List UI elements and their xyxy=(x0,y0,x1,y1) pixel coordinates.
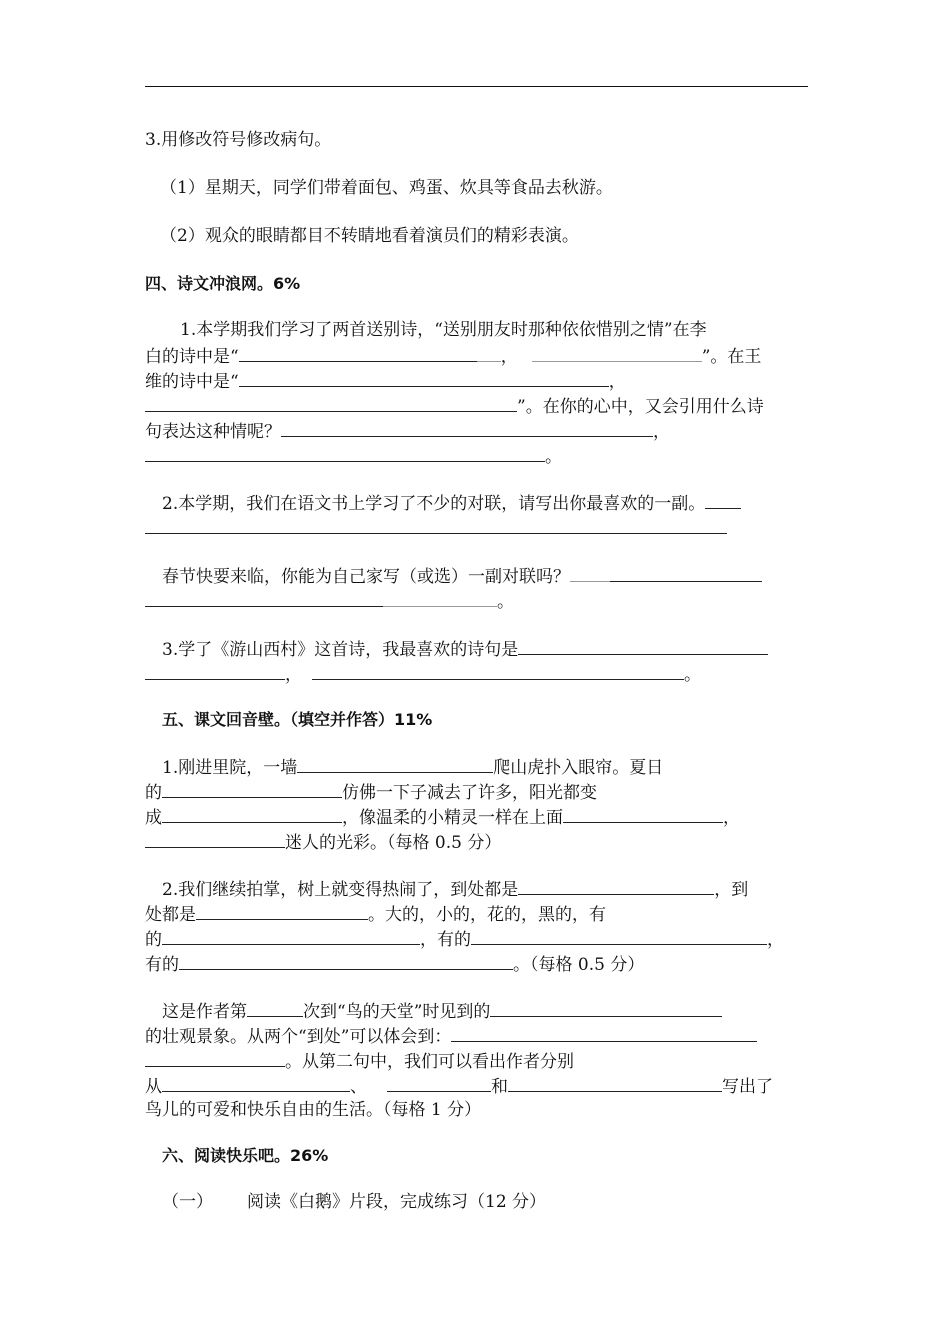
answer-blank[interactable] xyxy=(312,661,684,680)
s4-q2-line4 xyxy=(145,588,514,614)
answer-blank[interactable] xyxy=(471,926,767,945)
s5-p2-l2-tail: 。大的，小的，花的，黑的，有 xyxy=(368,905,606,925)
s5-p1-l2-text: 的 xyxy=(145,783,162,803)
s5-p2-l4-text: 有的 xyxy=(145,955,179,975)
s5-p2-line3 xyxy=(145,926,784,952)
s5-p3-l1-text: 这是作者第 xyxy=(162,1002,247,1022)
s5-p1-line2 xyxy=(145,779,597,805)
s4-q1-line5 xyxy=(145,418,670,444)
s5-p1-l3-mid: ，像温柔的小精灵一样在上面 xyxy=(342,808,563,828)
s4-q3-line2 xyxy=(145,661,701,687)
s5-p1-line4 xyxy=(145,829,501,855)
s5-p1-l1-tail: 爬山虎扑入眼帘。夏日 xyxy=(493,758,664,778)
s4-q3-l1-text: 3.学了《游山西村》这首诗，我最喜欢的诗句是 xyxy=(162,640,519,660)
s5-p3-l1-mid: 次到“鸟的天堂”时见到的 xyxy=(303,1002,491,1022)
s4-q3-l2-comma: ， xyxy=(285,665,302,685)
s5-p3-line5: 鸟儿的可爱和快乐自由的生活。（每格 1 分） xyxy=(145,1100,482,1120)
s4-q1-l6-period: 。 xyxy=(545,447,562,467)
s4-q2-l4-period: 。 xyxy=(497,592,514,612)
s4-q1-l2-tail: ”。在王 xyxy=(701,347,762,367)
answer-blank[interactable] xyxy=(570,563,610,582)
s5-p3-l2-text: 的壮观景象。从两个“到处”可以体会到： xyxy=(145,1027,452,1047)
s5-p2-line2 xyxy=(145,901,606,927)
s5-p3-l4-sep: 、 xyxy=(350,1077,367,1097)
s5-p2-line1 xyxy=(162,876,748,902)
top-rule xyxy=(145,86,808,87)
answer-blank[interactable] xyxy=(196,901,368,920)
s4-q1-l5-comma: ， xyxy=(653,422,670,442)
answer-blank[interactable] xyxy=(162,804,342,823)
s5-p2-l3-comma: ， xyxy=(767,930,784,950)
s6-sub-label: （一） xyxy=(162,1192,213,1212)
s4-q1-line3 xyxy=(145,368,626,394)
s5-p3-l4-text: 从 xyxy=(145,1077,162,1097)
s4-q1-line6 xyxy=(145,443,562,469)
s6-sub-text: 阅读《白鹅》片段，完成练习（12 分） xyxy=(247,1192,547,1212)
answer-blank[interactable] xyxy=(705,490,741,509)
s5-p1-l2-tail: 仿佛一下子减去了许多，阳光都变 xyxy=(342,783,597,803)
answer-blank[interactable] xyxy=(490,998,722,1017)
s5-p3-line4 xyxy=(145,1073,773,1099)
q3-sentence-1: （1）星期天，同学们带着面包、鸡蛋、炊具等食品去秋游。 xyxy=(160,178,613,198)
s4-q1-l2-comma: ， xyxy=(500,347,518,367)
answer-blank[interactable] xyxy=(451,1023,757,1042)
s4-q1-line1: 1.本学期我们学习了两首送别诗，“送别朋友时那种依依惜别之情”在李 xyxy=(180,320,707,340)
s5-p2-l4-tail: 。（每格 0.5 分） xyxy=(513,955,645,975)
s4-q3-line1 xyxy=(162,636,768,662)
s4-q2-l1-text: 2.本学期，我们在语文书上学习了不少的对联，请写出你最喜欢的一副。 xyxy=(162,494,706,514)
section4-heading: 四、诗文冲浪网。6% xyxy=(145,274,301,293)
answer-blank[interactable] xyxy=(532,343,702,362)
s5-p2-l1-tail: ，到 xyxy=(714,880,749,900)
answer-blank[interactable] xyxy=(145,443,545,462)
answer-blank[interactable] xyxy=(162,926,420,945)
s5-p1-l3-text: 成 xyxy=(145,808,162,828)
answer-blank[interactable] xyxy=(239,368,609,387)
s4-q1-line4 xyxy=(145,393,764,419)
s4-q3-l2-period: 。 xyxy=(684,665,701,685)
answer-blank[interactable] xyxy=(145,1048,285,1067)
answer-blank[interactable] xyxy=(281,418,653,437)
answer-blank[interactable] xyxy=(477,343,501,362)
s5-p1-l4-text: 迷人的光彩。（每格 0.5 分） xyxy=(285,833,502,853)
s4-q1-l4-text: ”。在你的心中，又会引用什么诗 xyxy=(517,397,764,417)
section5-heading: 五、课文回音壁。（填空并作答）11% xyxy=(162,710,433,729)
q3-sentence-2: （2）观众的眼睛都目不转睛地看着演员们的精彩表演。 xyxy=(160,226,579,246)
s5-p2-l3-mid: ，有的 xyxy=(420,930,471,950)
s5-p3-l4-and: 和 xyxy=(491,1077,508,1097)
s4-q2-line3 xyxy=(162,563,762,589)
answer-blank[interactable] xyxy=(145,588,383,607)
answer-blank[interactable] xyxy=(162,1073,350,1092)
s5-p3-line2 xyxy=(145,1023,757,1049)
s5-p3-line3 xyxy=(145,1048,574,1074)
answer-blank[interactable] xyxy=(239,343,477,362)
answer-blank[interactable] xyxy=(518,876,714,895)
s5-p3-line1 xyxy=(162,998,722,1024)
s4-q2-line1 xyxy=(162,490,741,516)
s5-p3-l3-text: 。从第二句中，我们可以看出作者分别 xyxy=(285,1052,574,1072)
s5-p1-line3 xyxy=(145,804,740,830)
s4-q1-l5-text: 句表达这种情呢？ xyxy=(145,422,281,442)
s4-q1-l3-text: 维的诗中是“ xyxy=(145,372,239,392)
answer-blank[interactable] xyxy=(179,951,513,970)
s5-p2-l1-text: 2.我们继续拍掌，树上就变得热闹了，到处都是 xyxy=(162,880,519,900)
s5-p2-line4 xyxy=(145,951,644,977)
q3-title: 3.用修改符号修改病句。 xyxy=(145,130,332,150)
s4-q2-l3-text: 春节快要来临，你能为自己家写（或选）一副对联吗？ xyxy=(162,567,570,587)
answer-blank[interactable] xyxy=(383,588,497,607)
s5-p1-line1 xyxy=(162,754,663,780)
s5-p2-l3-text: 的 xyxy=(145,930,162,950)
answer-blank[interactable] xyxy=(518,636,768,655)
s5-p1-l1-text: 1.刚进里院，一墙 xyxy=(162,758,298,778)
s4-q1-line2 xyxy=(145,343,761,369)
answer-blank[interactable] xyxy=(145,829,285,848)
answer-blank[interactable] xyxy=(610,563,762,582)
answer-blank[interactable] xyxy=(297,754,493,773)
answer-blank[interactable] xyxy=(247,998,303,1017)
s4-q1-l3-comma: ， xyxy=(608,372,626,392)
answer-blank[interactable] xyxy=(162,779,342,798)
s5-p1-l3-comma: ， xyxy=(723,808,740,828)
s5-p2-l2-text: 处都是 xyxy=(145,905,196,925)
section6-heading: 六、阅读快乐吧。26% xyxy=(162,1146,329,1165)
s4-q2-line2 xyxy=(145,515,727,541)
answer-blank[interactable] xyxy=(387,1073,491,1092)
answer-blank[interactable] xyxy=(145,393,517,412)
s4-q1-l2-text: 白的诗中是“ xyxy=(145,347,239,367)
answer-blank[interactable] xyxy=(145,515,727,534)
answer-blank[interactable] xyxy=(145,661,285,680)
answer-blank[interactable] xyxy=(563,804,723,823)
s5-p3-l4-tail: 写出了 xyxy=(722,1077,773,1097)
answer-blank[interactable] xyxy=(508,1073,722,1092)
